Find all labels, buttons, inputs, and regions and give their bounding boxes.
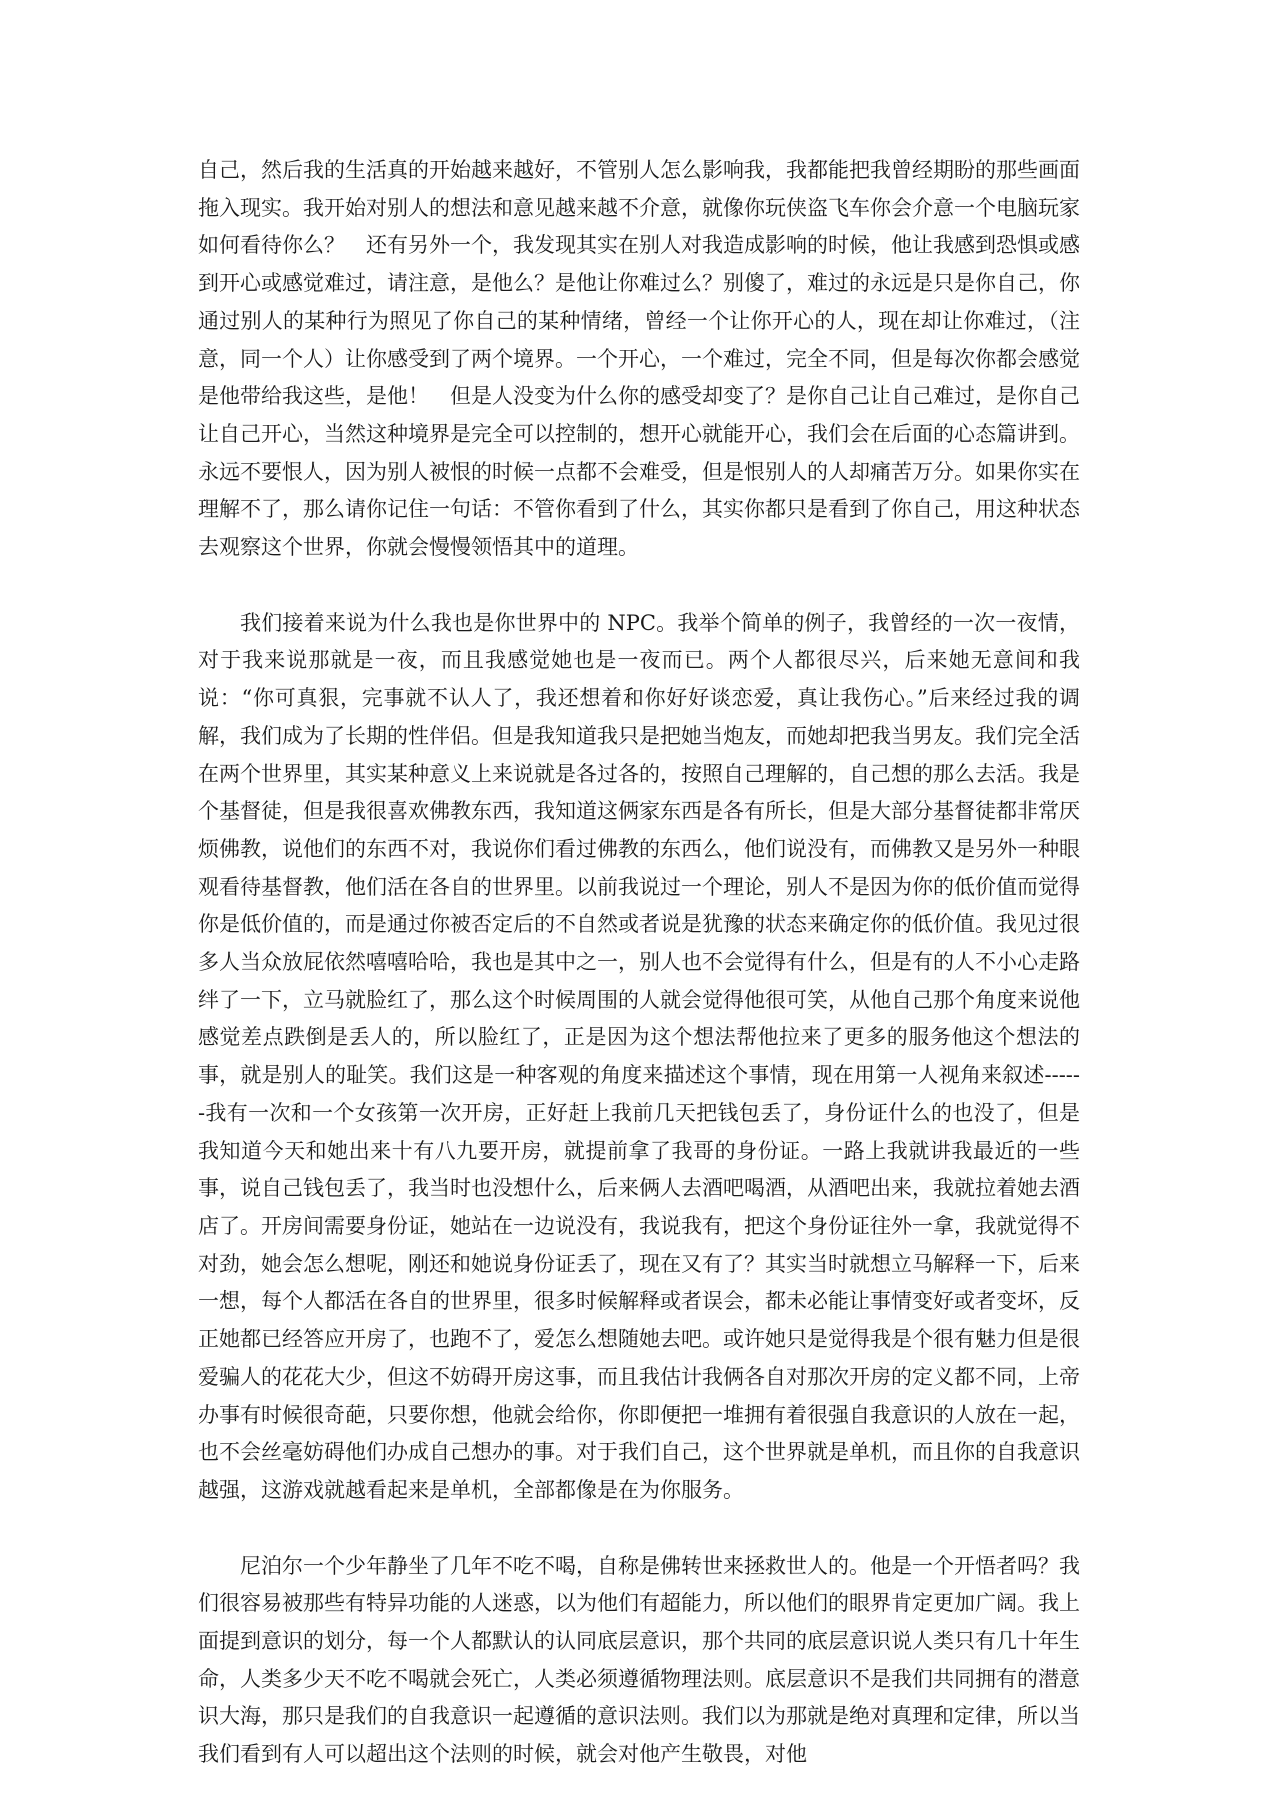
paragraph-nepal: 尼泊尔一个少年静坐了几年不吃不喝，自称是佛转世来拯救世人的。他是一个开悟者吗？我们很容易被那些有特异功能的人迷惑，以为他们有超能力，所以他们的眼界肯定更加广阔。我上面提到意识的划分，每一个人都默认的认同底层意识，那个共同的底层意识说人类只有几十年生命，人类多少天不吃不喝就会死亡，人类必须遵循物理法则。底层意识不是我们共同拥有的潜意识大海，那只是我们的自我意识一起遵循的意识法则。我们以为那就是绝对真理和定律，所以当我们看到有人可以超出这个法则的时候，就会对他产生敬畏，对他: [198, 1553, 1080, 1767]
paragraph-continuation: 自己，然后我的生活真的开始越来越好，不管别人怎么影响我，我都能把我曾经期盼的那些画面拖入现实。我开始对别人的想法和意见越来越不介意，就像你玩侠盗飞车你会介意一个电脑玩家如何看待你么？ 还有另外一个，我发现其实在别人对我造成影响的时候，他让我感到恐惧或感到开心或感觉难过，请注意，是他么？是他让你难过么？别傻了，难过的永远是只是你自己，你通过别人的某种行为照见了你自己的某种情绪，曾经一个让你开心的人，现在却让你难过，（注意，同一个人）让你感受到了两个境界。一个开心，一个难过，完全不同，但是每次你都会感觉是他带给我这些，是他！ 但是人没变为什么你的感受却变了？是你自己让自己难过，是你自己让自己开心，当然这种境界是完全可以控制的，想开心就能开心，我们会在后面的心态篇讲到。永远不要恨人，因为别人被恨的时候一点都不会难受，但是恨别人的人却痛苦万分。如果你实在理解不了，那么请你记住一句话：不管你看到了什么，其实你都只是看到了你自己，用这种状态去观察这个世界，你就会慢慢领悟其中的道理。: [198, 158, 1080, 560]
paragraph-npc: 我们接着来说为什么我也是你世界中的 NPC。我举个简单的例子，我曾经的一次一夜情，对于我来说那就是一夜，而且我感觉她也是一夜而已。两个人都很尽兴，后来她无意间和我说：“你可真狠，完事就不认人了，我还想着和你好好谈恋爱，真让我伤心。”后来经过我的调解，我们成为了长期的性伴侣。但是我知道我只是把她当炮友，而她却把我当男友。我们完全活在两个世界里，其实某种意义上来说就是各过各的，按照自己理解的，自己想的那么去活。我是个基督徒，但是我很喜欢佛教东西，我知道这俩家东西是各有所长，但是大部分基督徒都非常厌烦佛教，说他们的东西不对，我说你们看过佛教的东西么，他们说没有，而佛教又是另外一种眼观看待基督教，他们活在各自的世界里。以前我说过一个理论，别人不是因为你的低价值而觉得你是低价值的，而是通过你被否定后的不自然或者说是犹豫的状态来确定你的低价值。我见过很多人当众放屁依然嘻嘻哈哈，我也是其中之一，别人也不会觉得有什么，但是有的人不小心走路绊了一下，立马就脸红了，那么这个时候周围的人就会觉得他很可笑，从他自己那个角度来说他感觉差点跌倒是丢人的，所以脸红了，正是因为这个想法帮他拉来了更多的服务他这个想法的事，就是别人的耻笑。我们这是一种客观的角度来描述这个事情，现在用第一人视角来叙述------我有一次和一个女孩第一次开房，正好赶上我前几天把钱包丢了，身份证什么的也没了，但是我知道今天和她出来十有八九要开房，就提前拿了我哥的身份证。一路上我就讲我最近的一些事，说自己钱包丢了，我当时也没想什么，后来俩人去酒吧喝酒，从酒吧出来，我就拉着她去酒店了。开房间需要身份证，她站在一边说没有，我说我有，把这个身份证往外一拿，我就觉得不对劲，她会怎么想呢，刚还和她说身份证丢了，现在又有了？其实当时就想立马解释一下，后来一想，每个人都活在各自的世界里，很多时候解释或者误会，都未必能让事情变好或者变坏，反正她都已经答应开房了，也跑不了，爱怎么想随她去吧。或许她只是觉得我是个很有魅力但是很爱骗人的花花大少，但这不妨碍开房这事，而且我估计我俩各自对那次开房的定义都不同，上帝办事有时候很奇葩，只要你想，他就会给你，你即便把一堆拥有着很强自我意识的人放在一起，也不会丝毫妨碍他们办成自己想办的事。对于我们自己，这个世界就是单机，而且你的自我意识越强，这游戏就越看起来是单机，全部都像是在为你服务。: [198, 610, 1080, 1502]
document-body: [198, 152, 1080, 1774]
